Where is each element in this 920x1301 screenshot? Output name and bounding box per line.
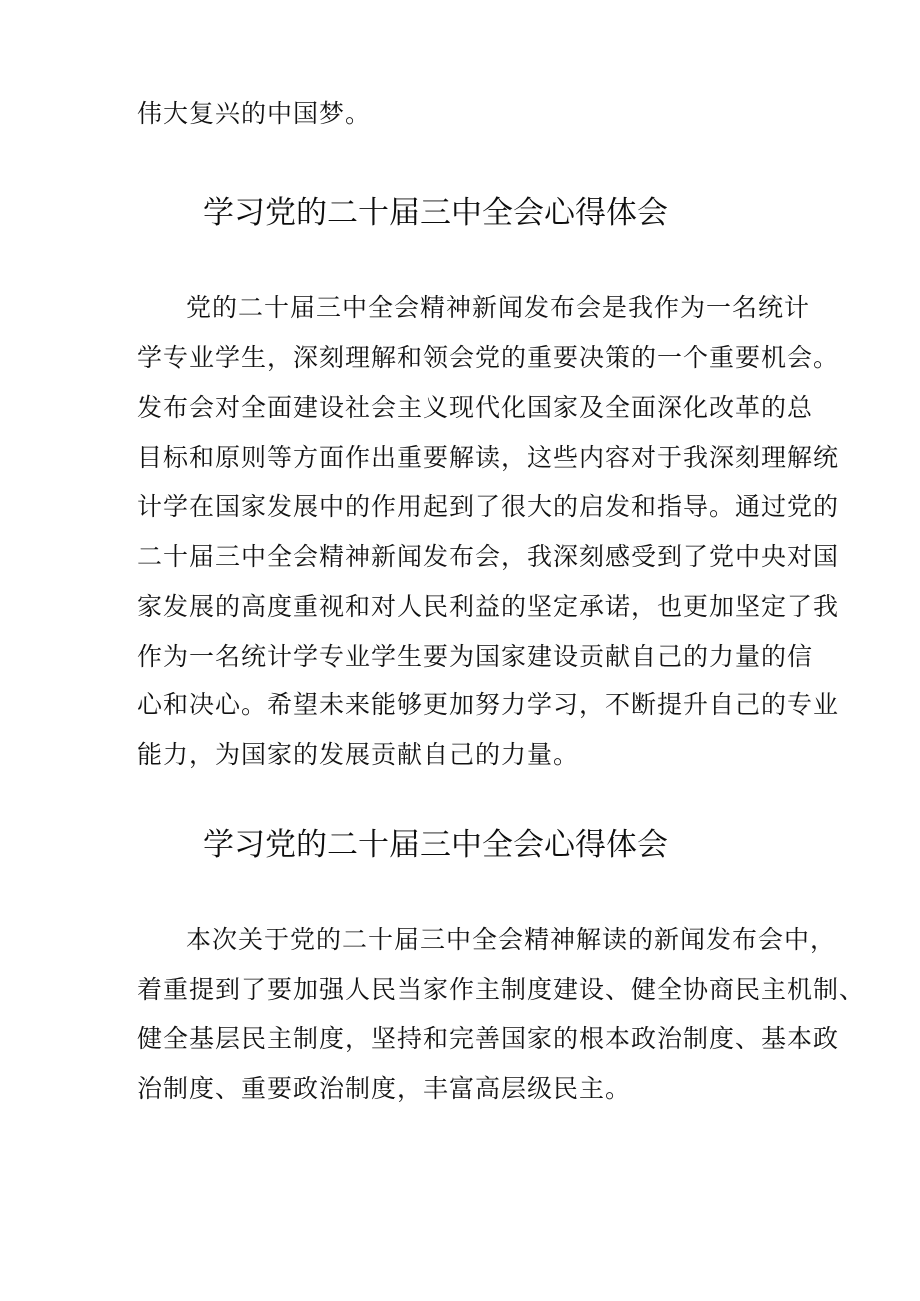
section-1-line: 二十届三中全会精神新闻发布会，我深刻感受到了党中央对国 <box>137 542 840 571</box>
section-1-title: 学习党的二十届三中全会心得体会 <box>203 195 668 231</box>
section-2-line: 本次关于党的二十届三中全会精神解读的新闻发布会中， <box>186 925 837 954</box>
section-1-line: 家发展的高度重视和对人民利益的坚定承诺，也更加坚定了我 <box>137 592 840 621</box>
section-1-line: 能力，为国家的发展贡献自己的力量。 <box>137 740 580 769</box>
section-1-line: 心和决心。希望未来能够更加努力学习，不断提升自己的专业 <box>137 690 840 719</box>
section-2-line: 着重提到了要加强人民当家作主制度建设、健全协商民主机制、 <box>137 975 866 1004</box>
section-1-line: 发布会对全面建设社会主义现代化国家及全面深化改革的总 <box>137 393 814 422</box>
section-1-line: 目标和原则等方面作出重要解读，这些内容对于我深刻理解统 <box>137 443 840 472</box>
section-1-line: 学专业学生，深刻理解和领会党的重要决策的一个重要机会。 <box>137 343 840 372</box>
section-1-line: 计学在国家发展中的作用起到了很大的启发和指导。通过党的 <box>137 492 840 521</box>
intro-line: 伟大复兴的中国梦。 <box>137 99 372 128</box>
section-2-line: 治制度、重要政治制度，丰富高层级民主。 <box>137 1074 632 1103</box>
section-2-line: 健全基层民主制度，坚持和完善国家的根本政治制度、基本政 <box>137 1024 840 1053</box>
section-1-line: 党的二十届三中全会精神新闻发布会是我作为一名统计 <box>186 293 811 322</box>
section-1-line: 作为一名统计学专业学生要为国家建设贡献自己的力量的信 <box>137 642 814 671</box>
section-2-title: 学习党的二十届三中全会心得体会 <box>203 827 668 863</box>
